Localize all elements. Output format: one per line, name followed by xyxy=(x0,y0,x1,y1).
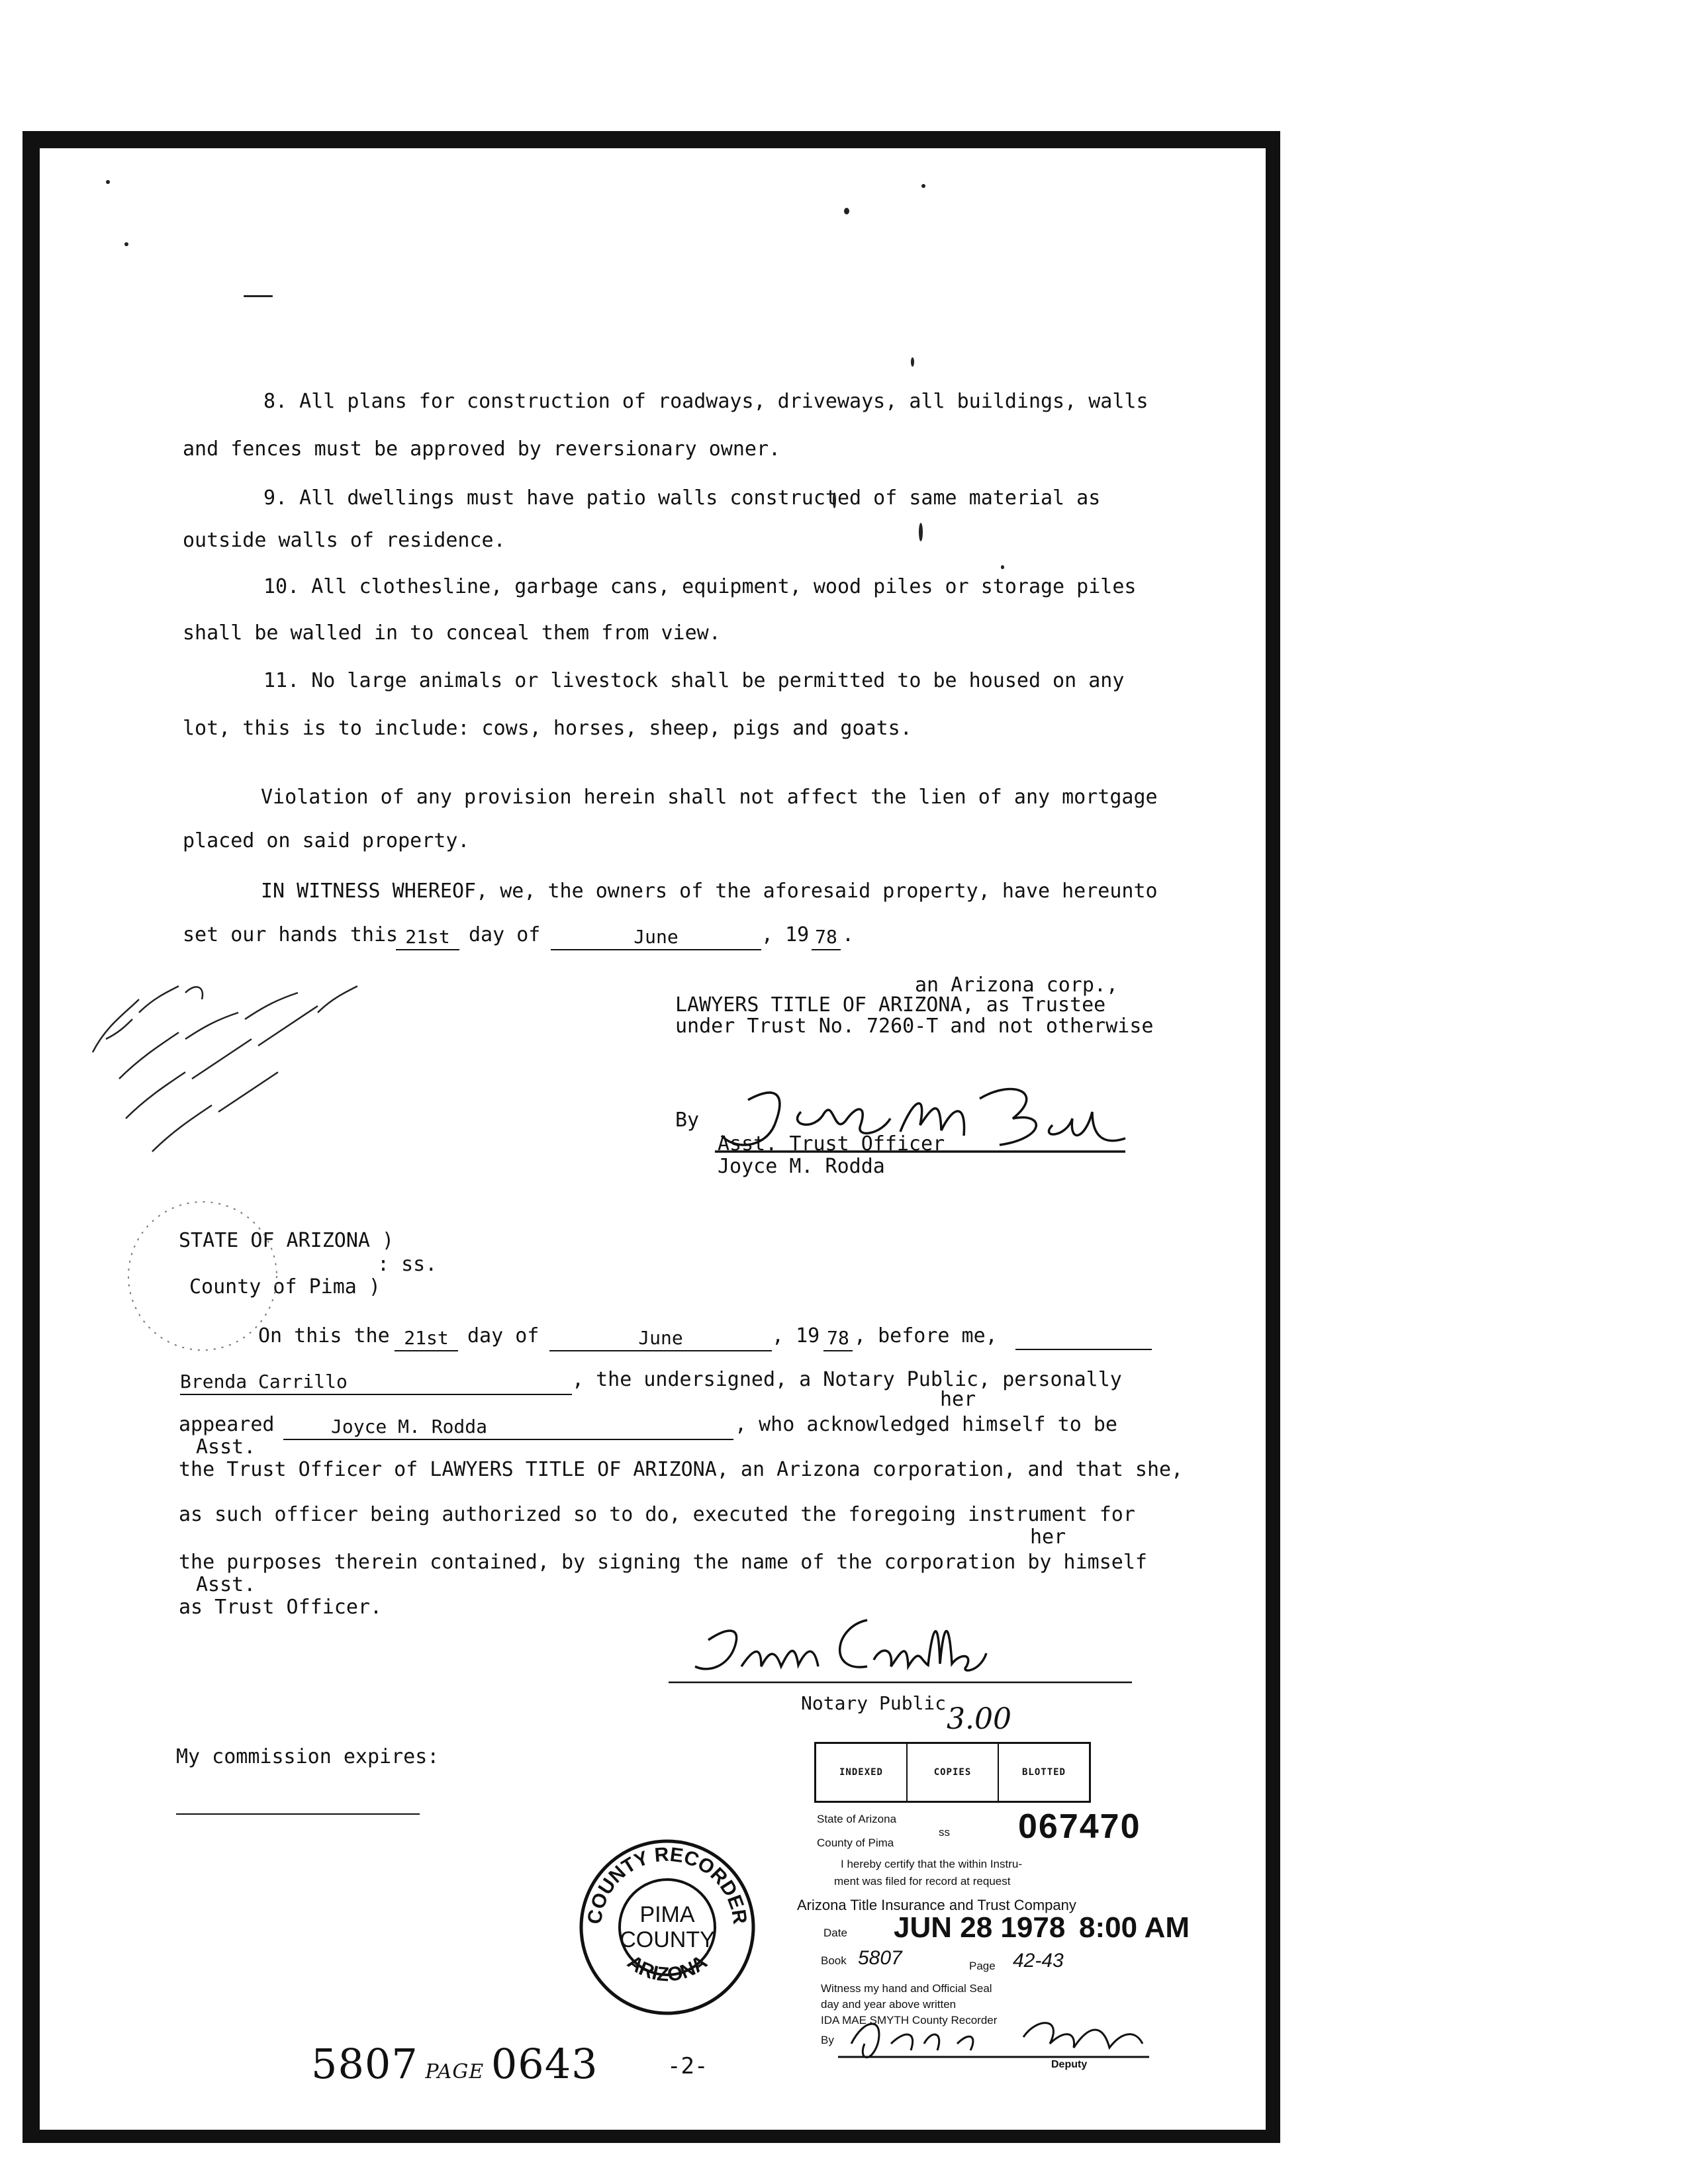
ack-day: 21st xyxy=(395,1329,458,1351)
copies-cell: COPIES xyxy=(908,1744,999,1801)
clause-9-line-2: outside walls of residence. xyxy=(183,529,506,552)
seal-bottom-text: ARIZONA xyxy=(623,1951,712,1986)
seal-top-text: COUNTY RECORDER xyxy=(583,1843,751,1926)
witness-prefix: set our hands this xyxy=(183,923,399,946)
recorder-filed-by: Arizona Title Insurance and Trust Company xyxy=(797,1897,1076,1913)
venue-county: County of Pima ) xyxy=(189,1275,381,1298)
ack-her-above-2: her xyxy=(1030,1525,1066,1549)
pima-county-recorder-seal xyxy=(575,1835,760,2020)
ack-who-acknowledged: , who acknowledged himself to be xyxy=(735,1413,1117,1436)
scan-speck xyxy=(1001,565,1004,569)
ack-year-prefix: , 19 xyxy=(772,1324,820,1347)
trustee-officer-title: Asst. Trust Officer xyxy=(718,1132,945,1156)
clause-11-line-1: 11. No large animals or livestock shall be permitted to be housed on any xyxy=(263,669,1125,692)
ack-before-me: , before me, xyxy=(854,1324,998,1347)
trustee-by-label: By xyxy=(675,1109,700,1132)
recorder-index-box xyxy=(814,1742,1091,1803)
scan-speck xyxy=(911,357,914,367)
deputy-signature xyxy=(838,2004,1149,2064)
notary-public-label: Notary Public xyxy=(801,1692,947,1714)
scan-speck xyxy=(244,295,273,297)
ack-appeared-name: Joyce M. Rodda xyxy=(283,1418,733,1440)
trustee-corp-line: an Arizona corp., xyxy=(915,974,1119,997)
seal-center-line-1: PIMA xyxy=(639,1902,695,1927)
recorder-name: IDA MAE SMYTH County Recorder xyxy=(821,2014,998,2026)
clause-10-line-1: 10. All clothesline, garbage cans, equipment, wood piles or storage piles xyxy=(263,575,1137,598)
commission-expires: My commission expires: xyxy=(176,1745,440,1768)
handwritten-approval-note xyxy=(79,973,371,1171)
witness-day: 21st xyxy=(396,928,459,950)
ack-undersigned: , the undersigned, a Notary Public, personally xyxy=(572,1368,1122,1391)
trustee-trust-line: under Trust No. 7260-T and not otherwise xyxy=(675,1015,1154,1038)
recorder-deputy-label: Deputy xyxy=(1051,2059,1088,2070)
scan-speck xyxy=(124,242,128,246)
ack-month: June xyxy=(549,1329,772,1351)
witness-year-prefix: , 19 xyxy=(761,923,810,946)
recorder-page: 42-43 xyxy=(1013,1950,1064,1972)
notary-signature xyxy=(669,1600,1145,1700)
recorder-certify-2: ment was filed for record at request xyxy=(834,1875,1011,1888)
clause-8-line-2: and fences must be approved by reversionary owner. xyxy=(183,437,781,461)
ack-asst-1: Asst. xyxy=(196,1435,256,1459)
ack-appeared: appeared xyxy=(179,1413,275,1436)
indexed-cell: INDEXED xyxy=(816,1744,908,1801)
recorder-county: County of Pima xyxy=(817,1837,894,1849)
svg-text:ARIZONA xyxy=(623,1951,711,1986)
recorder-witness-1: Witness my hand and Official Seal xyxy=(821,1982,992,1995)
recorder-ss: ss xyxy=(939,1826,950,1839)
scan-speck xyxy=(106,180,110,184)
scan-speck xyxy=(919,523,923,541)
blotted-cell: BLOTTED xyxy=(1021,1767,1066,1778)
recorder-date: JUN 28 1978 xyxy=(894,1911,1066,1944)
clause-9-line-1: 9. All dwellings must have patio walls constructed of same material as xyxy=(263,486,1101,510)
ack-line-such: as such officer being authorized so to do, executed the foregoing instrument for xyxy=(179,1503,1135,1526)
seal-center-line-2: COUNTY xyxy=(620,1927,715,1952)
clause-8-line-1: 8. All plans for construction of roadways, driveways, all buildings, walls xyxy=(263,390,1149,413)
violation-line-1: Violation of any provision herein shall not affect the lien of any mortgage xyxy=(261,786,1158,809)
witness-day-of: day of xyxy=(469,923,541,946)
recorder-time: 8:00 AM xyxy=(1079,1911,1190,1944)
footer-book: 5807 xyxy=(311,2040,418,2088)
clause-10-line-2: shall be walled in to conceal them from view. xyxy=(183,621,721,645)
witness-year: 78 xyxy=(812,928,841,950)
recorder-date-label: Date xyxy=(823,1927,847,1939)
clause-11-line-2: lot, this is to include: cows, horses, sheep, pigs and goats. xyxy=(183,717,912,740)
recording-fee: 3.00 xyxy=(947,1702,1011,1736)
page-number: -2- xyxy=(667,2053,708,2079)
witness-line-1: IN WITNESS WHEREOF, we, the owners of the aforesaid property, have hereunto xyxy=(261,880,1158,903)
witness-month: June xyxy=(551,928,761,950)
recorder-document-number: 067470 xyxy=(1018,1807,1141,1846)
ack-her-above-1: her xyxy=(940,1388,976,1411)
ack-line-purposes: the purposes therein contained, by signing the name of the corporation by himself xyxy=(179,1551,1147,1574)
ack-notary-name: Brenda Carrillo xyxy=(180,1373,572,1395)
trustee-officer-name: Joyce M. Rodda xyxy=(718,1155,885,1178)
scan-speck xyxy=(921,184,925,188)
recorder-book: 5807 xyxy=(858,1947,902,1969)
recorder-page-label: Page xyxy=(969,1960,996,1972)
witness-end: . xyxy=(842,923,855,946)
venue-state: STATE OF ARIZONA ) xyxy=(179,1229,395,1252)
recorder-state: State of Arizona xyxy=(817,1813,897,1825)
trustee-name-line: LAWYERS TITLE OF ARIZONA, as Trustee xyxy=(675,993,1106,1017)
recorder-book-label: Book xyxy=(821,1954,847,1967)
recorder-witness-2: day and year above written xyxy=(821,1998,957,2011)
venue-ss: : ss. xyxy=(377,1253,438,1276)
ack-day-of: day of xyxy=(467,1324,539,1347)
recorder-certify-1: I hereby certify that the within Instru- xyxy=(841,1858,1023,1870)
recorder-by: By xyxy=(821,2034,834,2046)
ack-asst-2: Asst. xyxy=(196,1573,256,1596)
ack-blank-line xyxy=(1015,1349,1152,1350)
ack-on-this: On this the xyxy=(258,1324,390,1347)
footer-book-page: 5807 PAGE 0643 xyxy=(311,2040,598,2088)
ack-line-trust: the Trust Officer of LAWYERS TITLE OF ARIZONA, an Arizona corporation, and that she, xyxy=(179,1458,1184,1481)
ack-year: 78 xyxy=(823,1329,853,1351)
commission-blank-line xyxy=(176,1813,420,1815)
violation-line-2: placed on said property. xyxy=(183,829,470,852)
scan-speck xyxy=(844,208,849,214)
footer-page: 0643 xyxy=(491,2040,598,2088)
ack-line-as: as Trust Officer. xyxy=(179,1596,383,1619)
